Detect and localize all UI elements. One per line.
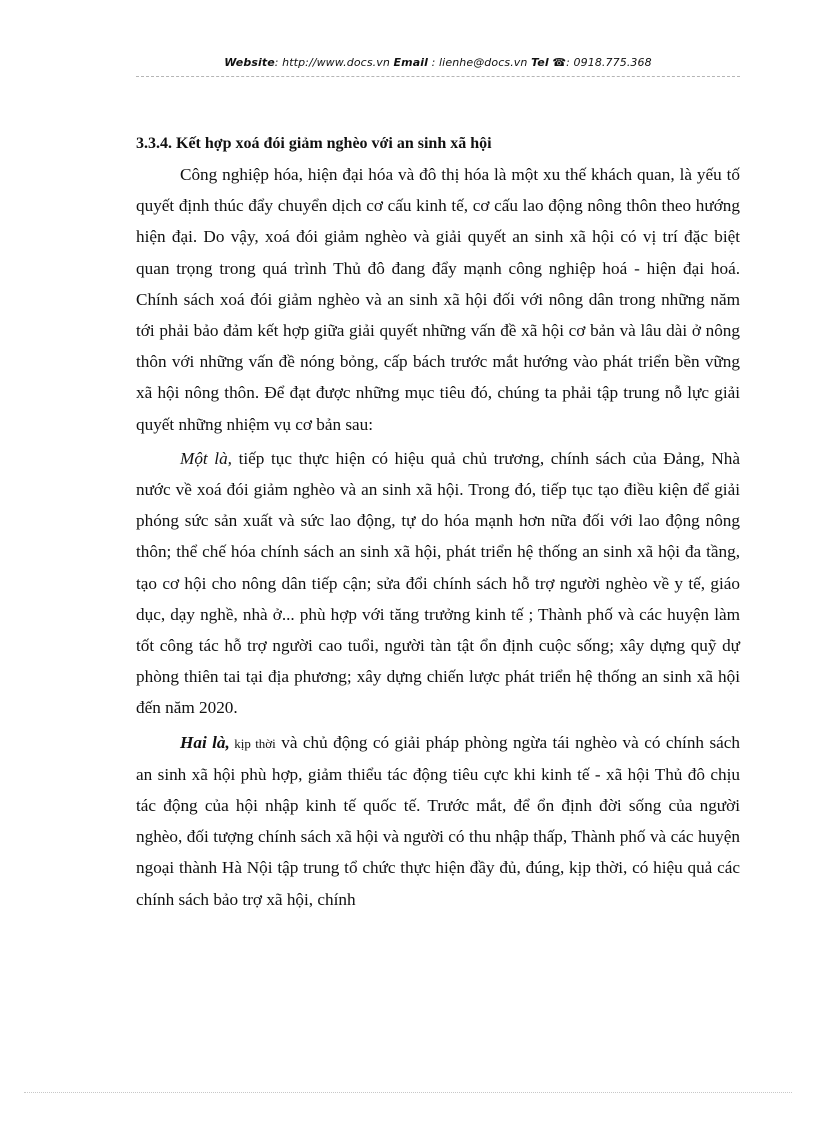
paragraph-text: Công nghiệp hóa, hiện đại hóa và đô thị hóa là một xu thế khách quan, là yếu tố quyết định thúc đẩy chuyển dịch cơ cấu kinh tế, cơ cấu lao động nông thôn theo hướng hiện đại. Do vậy, xoá đói giảm nghèo và giải quyết an sinh xã hội có vị trí đặc biệt quan trọng trong quá trình Thủ đô đang đẩy mạnh công nghiệp hoá - hiện đại hoá. Chính sách xoá đói giảm nghèo và an sinh xã hội đối với nông dân trong những năm tới phải bảo đảm kết hợp giữa giải quyết những vấn đề xã hội cơ bản và lâu dài ở nông thôn với những vấn đề nóng bỏng, cấp bách trước mắt hướng vào phát triển bền vững xã hội nông thôn. Để đạt được những mục tiêu đó, chúng ta phải tập trung nỗ lực giải quyết những nhiệm vụ cơ bản sau: [136, 165, 740, 434]
website-label: Website [224, 56, 275, 69]
paragraph-text: và chủ động có giải pháp phòng ngừa tái nghèo và có chính sách an sinh xã hội phù hợp, giảm thiểu tác động tiêu cực khi kinh tế - xã hội Thủ đô chịu tác động của hội nhập kinh tế quốc tế. Trước mắt, để ổn định đời sống của người nghèo, đối tượng chính sách xã hội và người có thu nhập thấp, Thành phố và các huyện ngoại thành Hà Nội tập trung tổ chức thực hiện đầy đủ, đúng, kịp thời, có hiệu quả các chính sách bảo trợ xã hội, chính [136, 732, 740, 909]
paragraph-lead: Một là, [180, 448, 232, 468]
paragraph-lead: Hai là, [180, 732, 230, 752]
paragraph-small-text: kịp thời [229, 735, 276, 751]
paragraph-hai-la [136, 727, 740, 915]
footer-divider [24, 1092, 792, 1093]
tel-value: : 0918.775.368 [566, 56, 652, 69]
email-value: : lienhe@docs.vn [431, 56, 528, 69]
website-value: : http://www.docs.vn [274, 56, 390, 69]
document-body [136, 133, 740, 915]
tel-label: Tel [531, 56, 549, 69]
paragraph-intro [136, 159, 740, 440]
paragraph-mot-la [136, 443, 740, 724]
page-header [136, 56, 740, 69]
telephone-icon: ☎ [552, 56, 567, 69]
section-heading: 3.3.4. Kết hợp xoá đói giảm nghèo với an sinh xã hội [136, 135, 492, 152]
paragraph-text: tiếp tục thực hiện có hiệu quả chủ trương, chính sách của Đảng, Nhà nước về xoá đói giảm nghèo và an sinh xã hội. Trong đó, tiếp tục tạo điều kiện để giải phóng sức sản xuất và sức lao động, tự do hóa mạnh hơn nữa đối với lao động nông thôn; thể chế hóa chính sách an sinh xã hội, phát triển hệ thống an sinh xã hội đa tầng, tạo cơ hội cho nông dân tiếp cận; sửa đổi chính sách hỗ trợ người nghèo về y tế, giáo dục, dạy nghề, nhà ở... phù hợp với tăng trưởng kinh tế ; Thành phố và các huyện làm tốt công tác hỗ trợ người cao tuổi, người tàn tật ổn định cuộc sống; xây dựng quỹ dự phòng thiên tai tại địa phương; xây dựng chiến lược phát triển hệ thống an sinh xã hội đến năm 2020. [136, 448, 740, 718]
email-label: Email [393, 56, 428, 69]
header-divider [136, 76, 740, 77]
